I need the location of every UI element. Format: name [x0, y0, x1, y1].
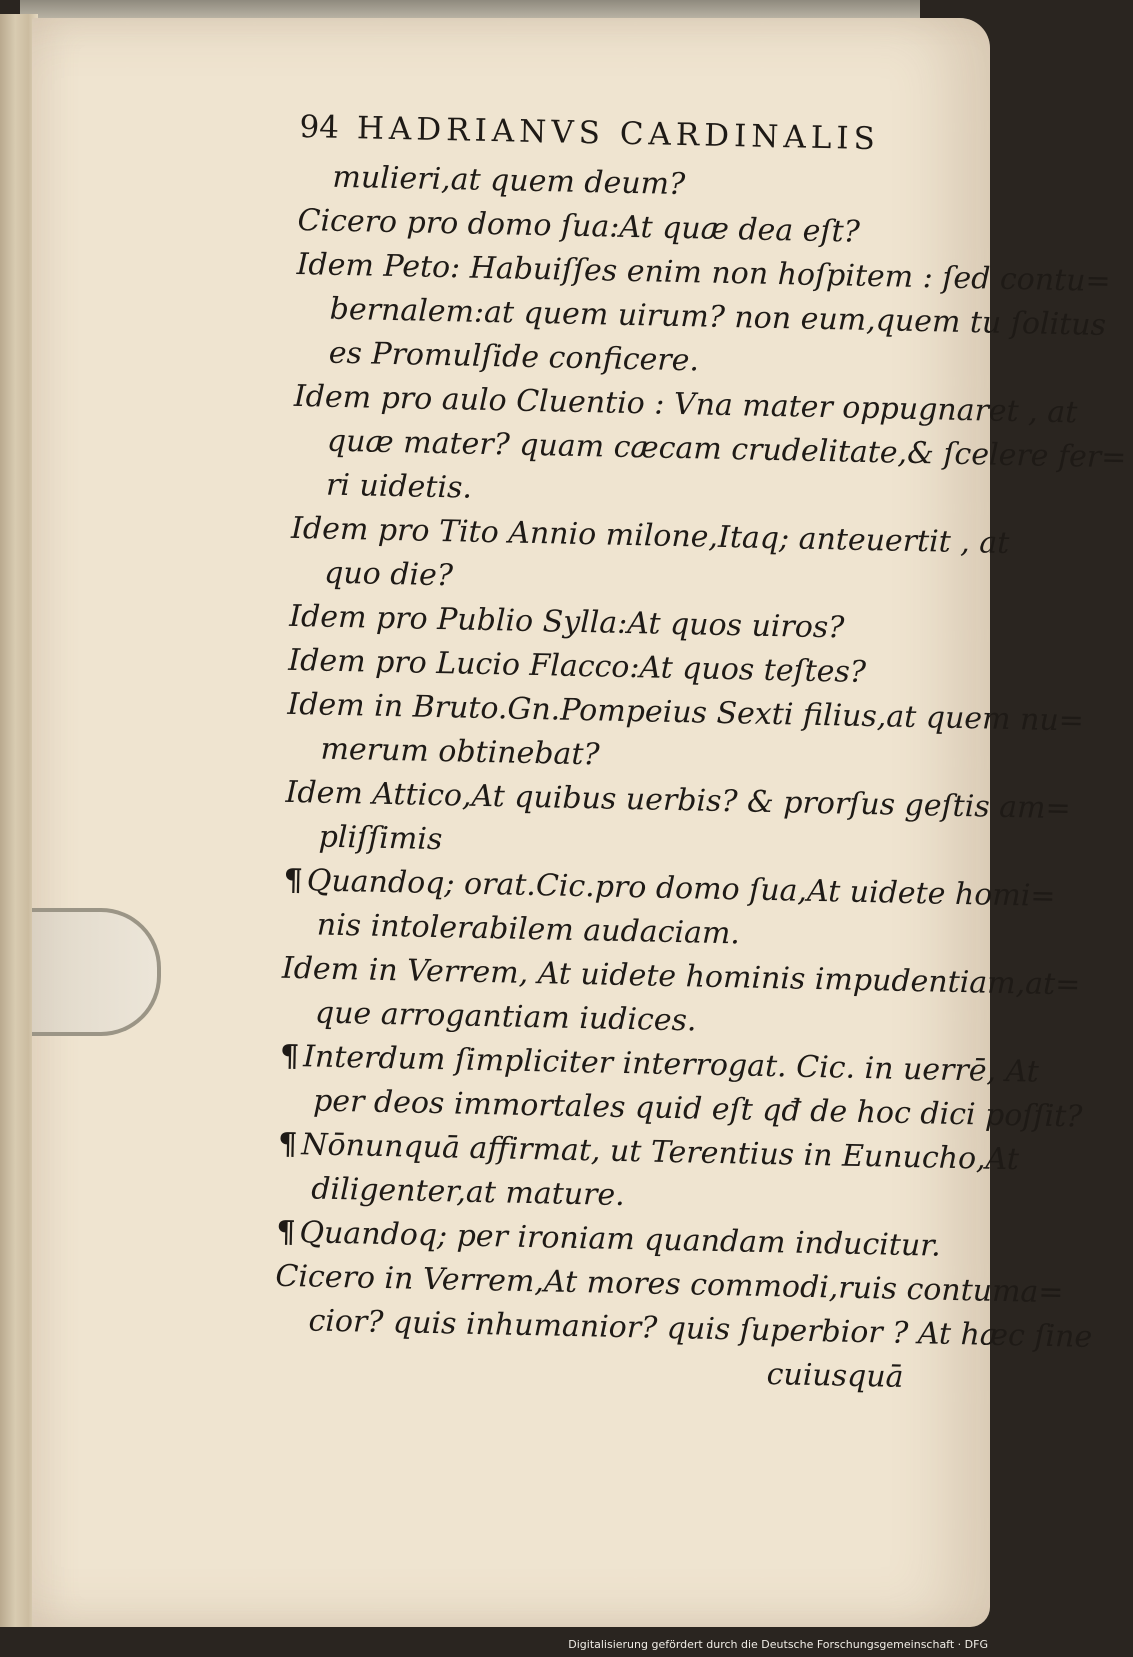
catchword: cuiusquā — [766, 1357, 904, 1395]
line-text: merum obtinebat? — [320, 731, 600, 773]
line-text: Idem pro Tito Annio milone,Itaq; anteuertit , at — [290, 510, 1010, 561]
line-text: Idem in Bruto.Gn.Pompeius Sexti filius,at quem nu= — [287, 686, 1085, 739]
line-text: Quandoq; per ironiam quandam inducitur. — [299, 1215, 942, 1264]
line-text: nis intolerabilem audaciam. — [316, 907, 741, 952]
line-text: Idem pro aulo Cluentio : Vna mater oppugnaret , at — [293, 378, 1078, 431]
page-text — [273, 105, 1127, 1401]
line-text: mulieri,at quem deum? — [332, 159, 686, 203]
line-text: Idem Peto: Habuiſſes enim non hoſpitem : ſed contu= — [296, 246, 1111, 300]
running-title: HADRIANVS CARDINALIS — [356, 110, 881, 158]
pilcrow-icon: ¶ — [283, 862, 304, 899]
line-text: quæ mater? quam cæcam crudelitate,& ſcelere fer= — [326, 423, 1127, 476]
pilcrow-icon: ¶ — [276, 1214, 296, 1251]
line-text: ri uidetis. — [325, 467, 473, 506]
line-text: Cicero pro domo ſua:At quæ dea eſt? — [297, 202, 861, 250]
pilcrow-icon: ¶ — [277, 1126, 298, 1163]
line-text: Cicero in Verrem,At mores commodi,ruis contuma= — [275, 1258, 1064, 1311]
page-clip — [32, 908, 161, 1036]
line-text: diligenter,at mature. — [310, 1171, 626, 1214]
line-text: Idem pro Lucio Flacco:At quos teſtes? — [288, 642, 867, 690]
line-text: quo die? — [323, 555, 454, 594]
line-text: per deos immortales quid eſt qđ de hoc dici poſſit? — [312, 1083, 1083, 1135]
line-text: que arrogantiam iudices. — [314, 995, 697, 1039]
text-lines — [274, 155, 1127, 1357]
line-text: pliſſimis — [318, 819, 443, 858]
page-number: 94 — [299, 108, 340, 146]
pilcrow-icon: ¶ — [279, 1038, 300, 1075]
line-text: Nōnunquā affirmat, ut Terentius in Eunucho,At — [300, 1127, 1020, 1178]
line-text: es Promulſide conficere. — [328, 335, 700, 379]
line-text: Idem in Verrem, At uidete hominis impudentiam,at= — [281, 950, 1081, 1003]
line-text: Quandoq; orat.Cic.pro domo ſua,At uidete homi= — [306, 863, 1056, 914]
line-text: cior? quis inhumanior? quis ſuperbior ? At hæc ſine — [308, 1303, 1093, 1355]
digitization-credit: Digitalisierung gefördert durch die Deutsche Forschungsgemeinschaft · DFG — [568, 1638, 988, 1651]
line-text: bernalem:at quem uirum? non eum,quem tu ſolitus — [329, 291, 1107, 343]
line-text: Interdum ſimpliciter interrogat. Cic. in uerrē, At — [302, 1039, 1040, 1090]
line-text: Idem pro Publio Sylla:At quos uiros? — [288, 598, 845, 646]
line-text: Idem Attico,At quibus uerbis? & prorſus geſtis am= — [285, 774, 1072, 827]
